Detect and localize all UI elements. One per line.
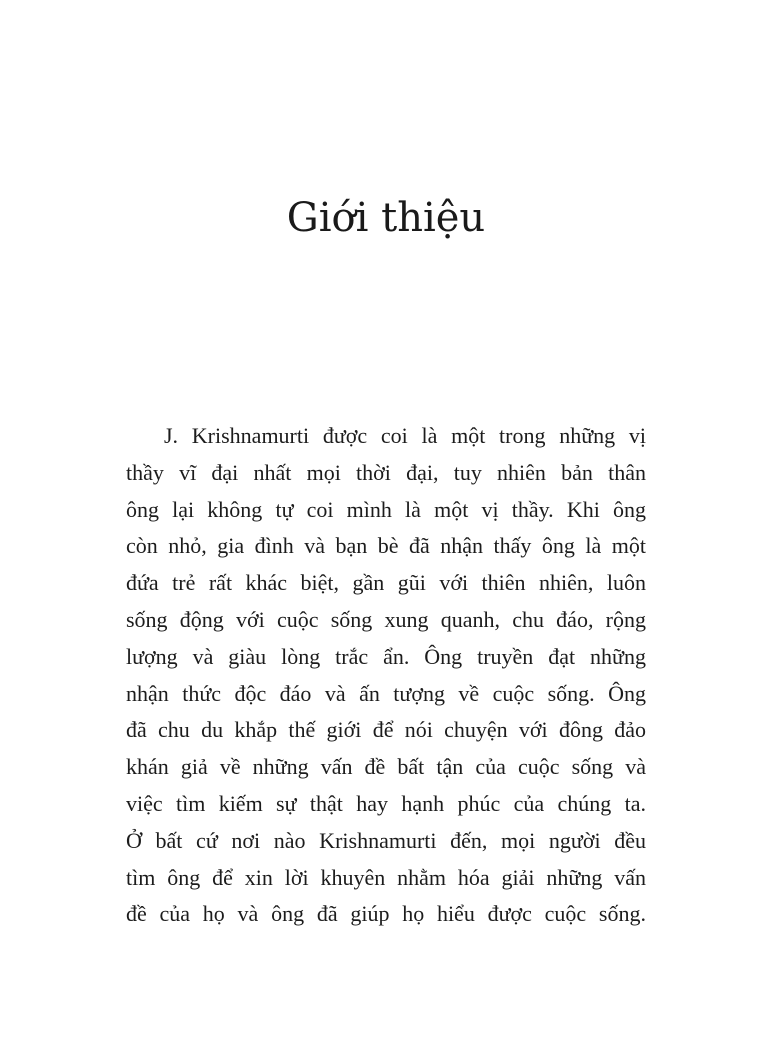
paragraph-line: việc tìm kiếm sự thật hay hạnh phúc của chúng ta.: [126, 790, 646, 816]
paragraph-line: đề của họ và ông đã giúp họ hiểu được cuộc sống.: [126, 901, 646, 927]
paragraph-line: đã chu du khắp thế giới để nói chuyện với đông đảo: [126, 717, 646, 743]
paragraph-line: khán giả về những vấn đề bất tận của cuộc sống và: [126, 754, 646, 780]
paragraph-line: nhận thức độc đáo và ấn tượng về cuộc sống. Ông: [126, 680, 646, 706]
paragraph-line: lượng và giàu lòng trắc ẩn. Ông truyền đạt những: [126, 643, 646, 669]
paragraph-line: ông lại không tự coi mình là một vị thầy. Khi ông: [126, 496, 646, 522]
body-paragraph: [126, 418, 646, 933]
paragraph-line: tìm ông để xin lời khuyên nhằm hóa giải những vấn: [126, 864, 646, 890]
paragraph-line: Ở bất cứ nơi nào Krishnamurti đến, mọi người đều: [126, 827, 646, 853]
paragraph-line: còn nhỏ, gia đình và bạn bè đã nhận thấy ông là một: [126, 533, 646, 559]
paragraph-line: sống động với cuộc sống xung quanh, chu đáo, rộng: [126, 606, 646, 632]
paragraph-line: đứa trẻ rất khác biệt, gần gũi với thiên nhiên, luôn: [126, 570, 646, 596]
paragraph-line: thầy vĩ đại nhất mọi thời đại, tuy nhiên bản thân: [126, 459, 646, 485]
paragraph-line: J. Krishnamurti được coi là một trong những vị: [164, 423, 646, 448]
chapter-title: Giới thiệu: [286, 195, 486, 241]
